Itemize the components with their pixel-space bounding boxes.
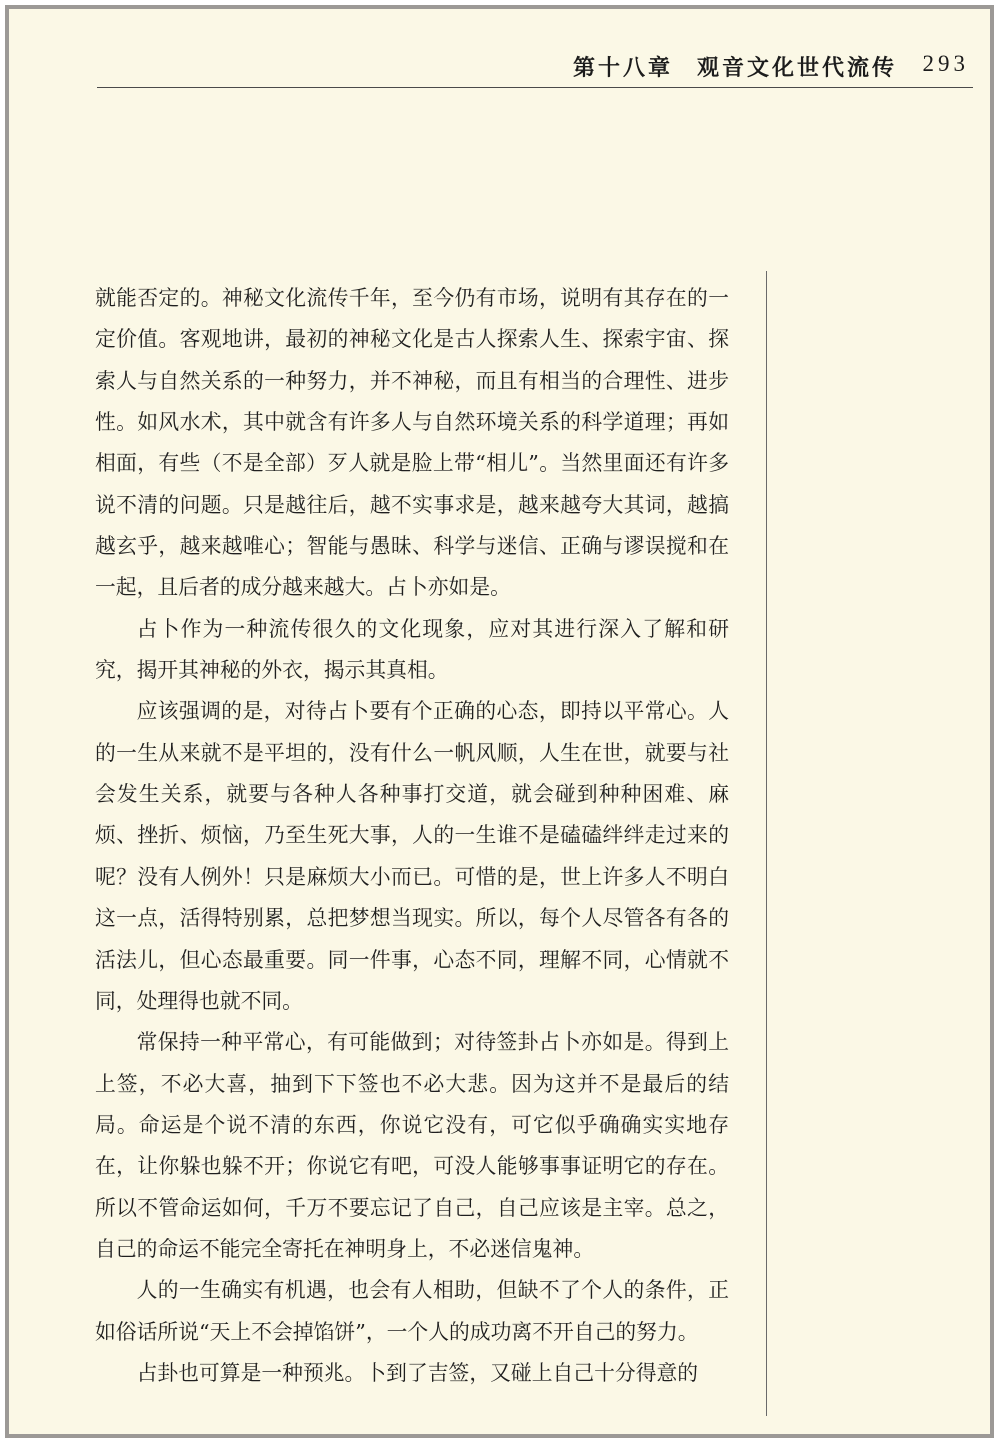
- book-page: [5, 5, 994, 1438]
- paragraph-1: 就能否定的。神秘文化流传千年，至今仍有市场，说明有其存在的一定价值。客观地讲，最初的神秘文化是古人探索人生、探索宇宙、探索人与自然关系的一种努力，并不神秘，而且有相当的合理性、进步性。如风水术，其中就含有许多人与自然环境关系的科学道理；再如相面，有些（不是全部）歹人就是脸上带“相儿”。当然里面还有许多说不清的问题。只是越往后，越不实事求是，越来越夸大其词，越搞越玄乎，越来越唯心；智能与愚昧、科学与迷信、正确与谬误搅和在一起，且后者的成分越来越大。占卜亦如是。: [95, 286, 729, 600]
- paragraph-2: 占卜作为一种流传很久的文化现象，应对其进行深入了解和研究，揭开其神秘的外衣，揭示其真相。: [95, 616, 729, 683]
- chapter-label: 第十八章: [572, 55, 673, 81]
- paragraph-5: 人的一生确实有机遇，也会有人相助，但缺不了个人的条件，正如俗话所说“天上不会掉馅饼”，一个人的成功离不开自己的努力。: [95, 1278, 729, 1344]
- margin-rule: [766, 271, 767, 1416]
- header-rule: [97, 87, 973, 88]
- paragraph-6: 占卦也可算是一种预兆。卜到了吉签，又碰上自己十分得意的: [136, 1360, 699, 1385]
- paragraph-4: 常保持一种平常心，有可能做到；对待签卦占卜亦如是。得到上上签，不必大喜，抽到下下签也不必大悲。因为这并不是最后的结局。命运是个说不清的东西，你说它没有，可它似乎确确实实地存在，让你躲也躲不开；你说它有吧，可没人能够事事证明它的存在。所以不管命运如何，千万不要忘记了自己，自己应该是主宰。总之，自己的命运不能完全寄托在神明身上，不必迷信鬼神。: [95, 1030, 729, 1261]
- running-header: [9, 51, 969, 85]
- body-text: [95, 278, 729, 1394]
- paragraph-3: 应该强调的是，对待占卜要有个正确的心态，即持以平常心。人的一生从来就不是平坦的，没有什么一帆风顺，人生在世，就要与社会发生关系，就要与各种人各种事打交道，就会碰到种种困难、麻烦、挫折、烦恼，乃至生死大事，人的一生谁不是磕磕绊绊走过来的呢？没有人例外！只是麻烦大小而已。可惜的是，世上许多人不明白这一点，活得特别累，总把梦想当现实。所以，每个人尽管各有各的活法儿，但心态最重要。同一件事，心态不同，理解不同，心情就不同，处理得也就不同。: [95, 699, 729, 1013]
- chapter-title: 观音文化世代流传: [696, 55, 897, 81]
- page-number: 293: [922, 51, 969, 76]
